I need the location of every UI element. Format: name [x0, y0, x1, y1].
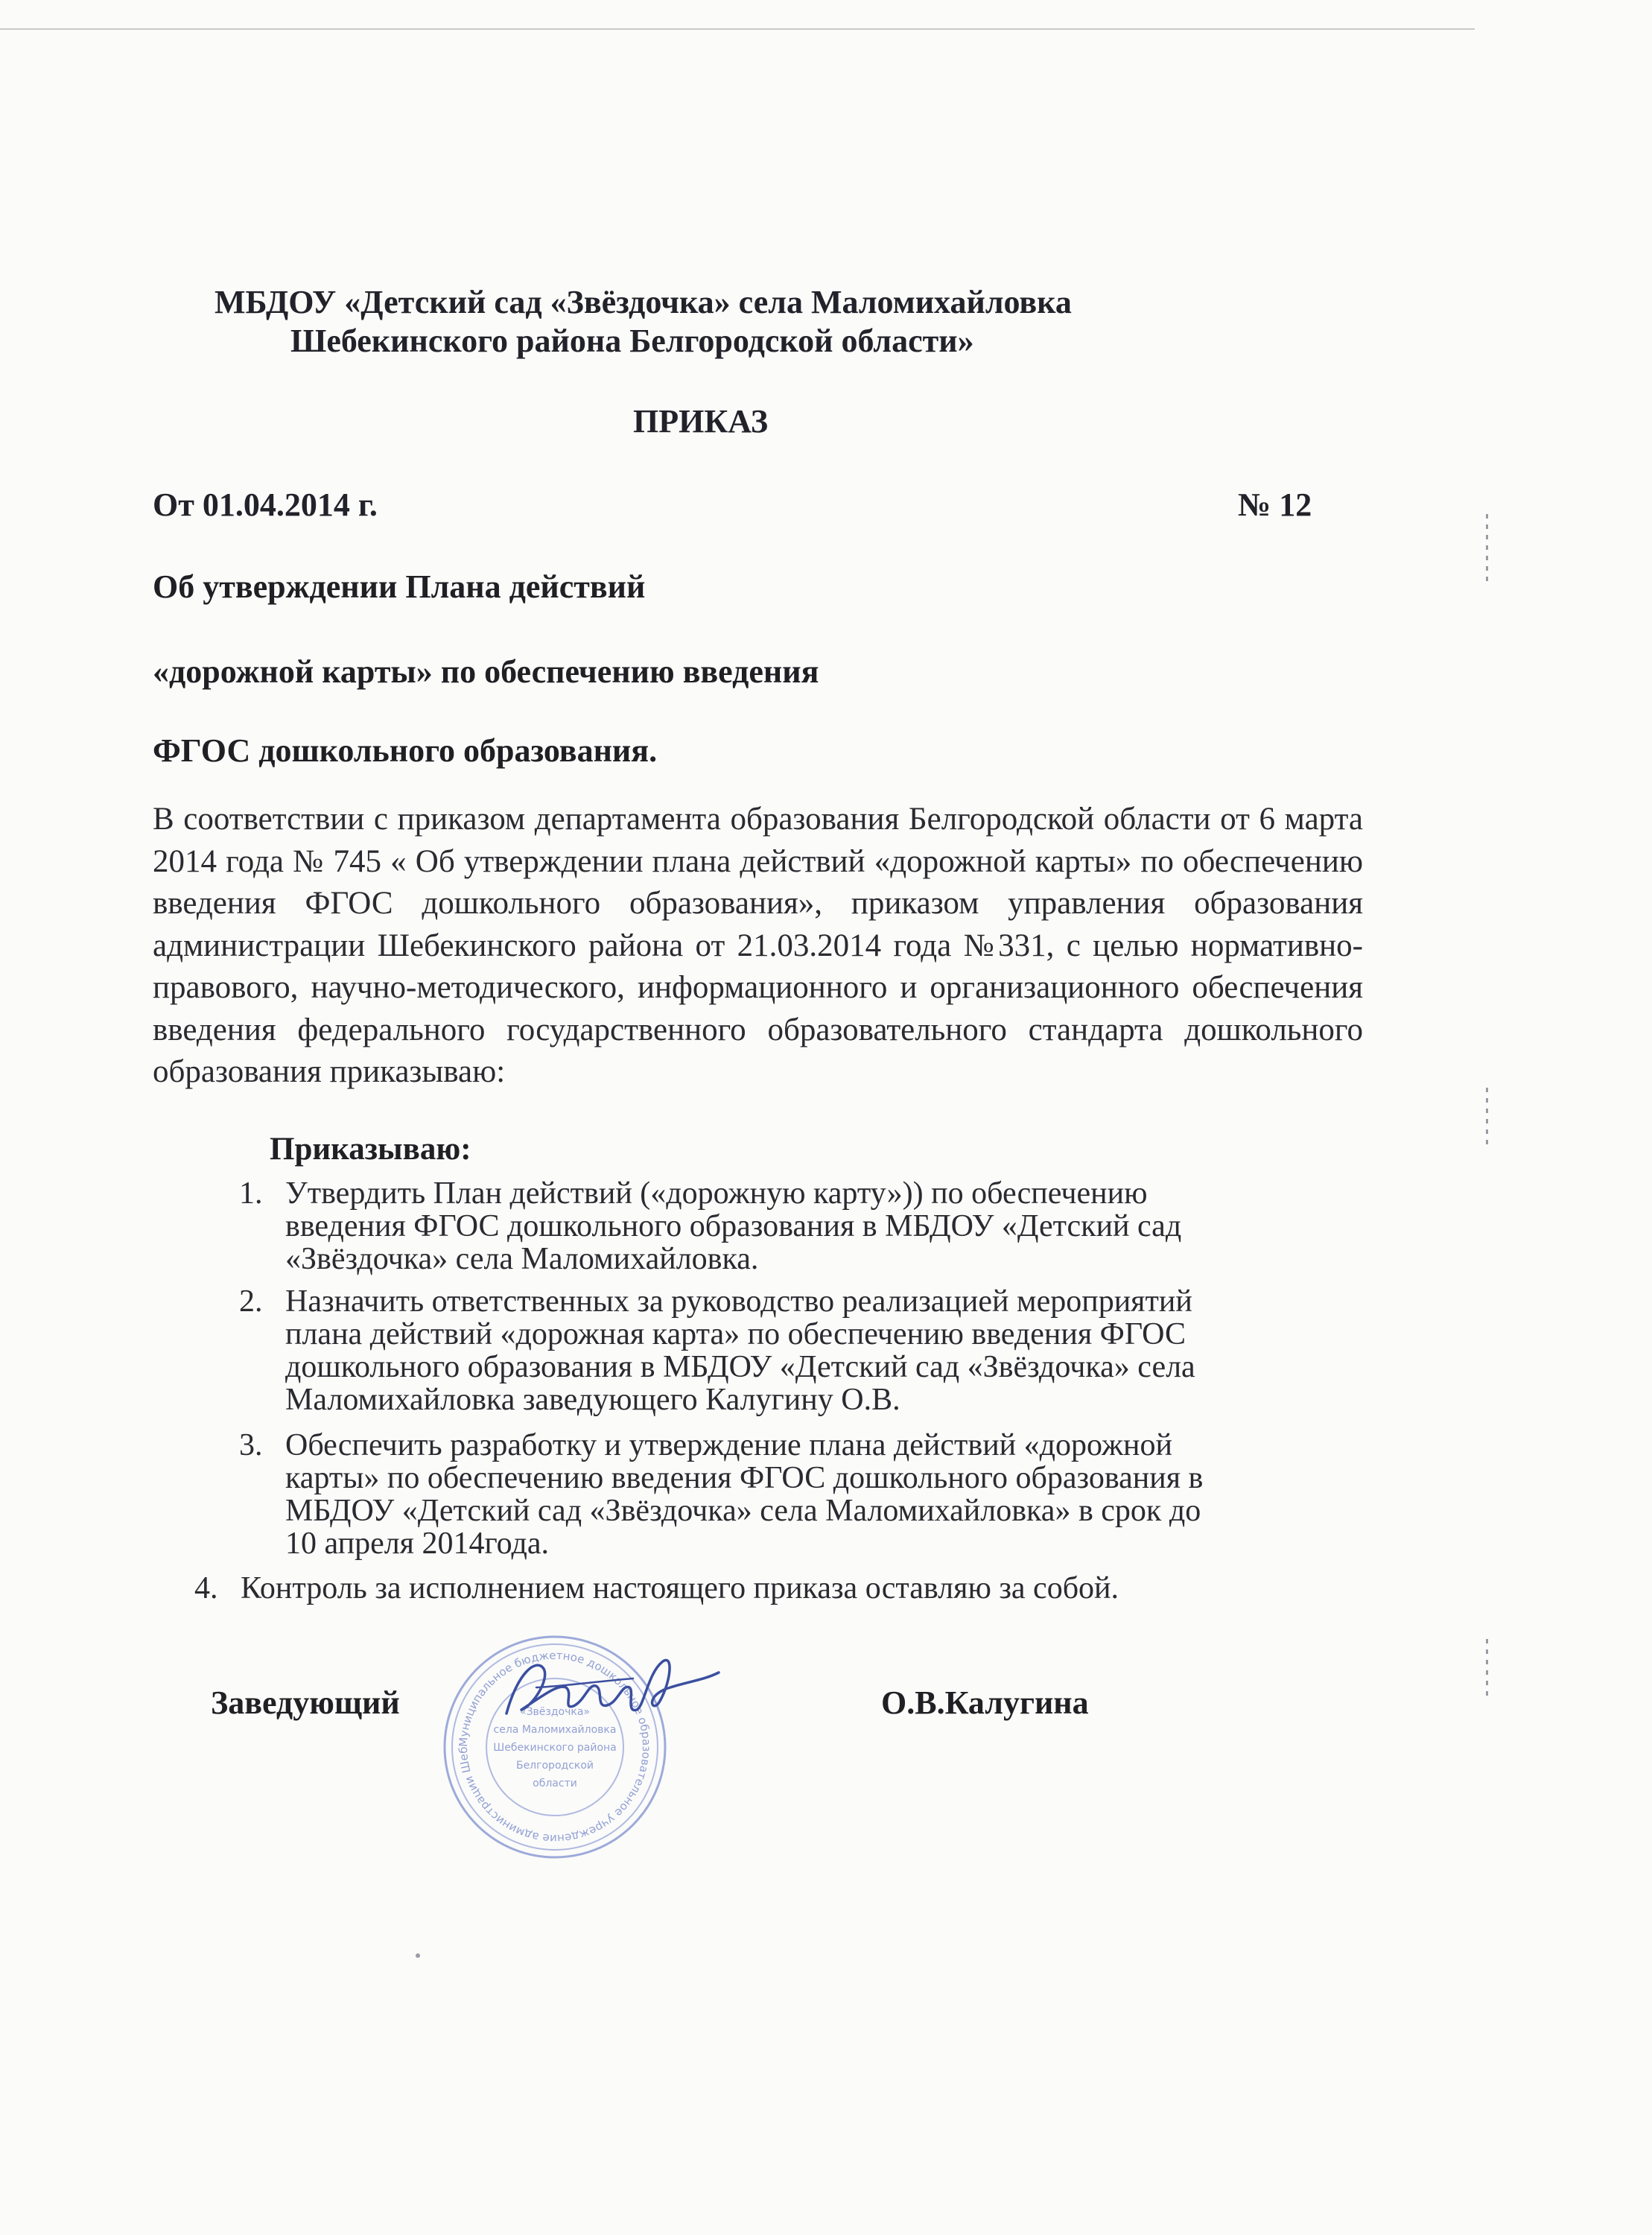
item-number: 3.	[239, 1428, 263, 1462]
item-line: МБДОУ «Детский сад «Звёздочка» села Маломихайловка» в срок до	[285, 1494, 1201, 1528]
scan-speck	[416, 1953, 420, 1958]
item-line: «Звёздочка» села Маломихайловка.	[285, 1242, 759, 1276]
scan-edge-mark	[1486, 514, 1488, 581]
order-item-4	[194, 1571, 1119, 1605]
handwritten-signature	[492, 1643, 730, 1740]
item-line: дошкольного образования в МБДОУ «Детский сад «Звёздочка» села	[285, 1350, 1195, 1384]
item-line: Назначить ответственных за руководство реализацией мероприятий	[285, 1284, 1192, 1319]
item-number: 4.	[194, 1571, 218, 1605]
svg-text:Муниципальное бюджетное дошкол: Муниципальное бюджетное дошкольное образовательное учреждение администрации Шеб	[456, 1648, 654, 1846]
item-line: карты» по обеспечению введения ФГОС дошкольного образования в	[285, 1461, 1204, 1495]
order-word: Приказываю:	[270, 1132, 471, 1167]
subject-line3: ФГОС дошкольного образования.	[153, 732, 658, 769]
document-date: От 01.04.2014 г.	[153, 486, 378, 523]
order-item-2	[239, 1284, 1195, 1417]
org-name-line1: МБДОУ «Детский сад «Звёздочка» села Маломихайловка	[215, 284, 1072, 320]
preamble-paragraph: В соответствии с приказом департамента образования Белгородской области от 6 марта 2014 года № 745 « Об утверждении плана действий «дорожной карты» по обеспечению введения ФГОС дошкольного образования», приказом управления образования администрации Шебекинского района от 21.03.2014 года №331, с целью нормативно-правового, научно-методического, информационного и организационного обеспечения введения федерального государственного образовательного стандарта дошкольного образования приказываю:	[153, 802, 1363, 1089]
item-number: 2.	[239, 1284, 263, 1319]
item-line: Утвердить План действий («дорожную карту»)) по обеспечению	[285, 1176, 1148, 1211]
scan-top-edge	[0, 28, 1475, 30]
svg-text:села Маломихайловка: села Маломихайловка	[493, 1724, 617, 1736]
subject-line1: Об утверждении Плана действий	[153, 568, 646, 605]
scan-edge-mark	[1486, 1088, 1488, 1147]
item-line: введения ФГОС дошкольного образования в МБДОУ «Детский сад	[285, 1209, 1182, 1243]
subject-line2: «дорожной карты» по обеспечению введения	[153, 653, 819, 690]
signature-position: Заведующий	[211, 1684, 400, 1721]
document-number: № 12	[1238, 486, 1312, 523]
order-item-3	[239, 1428, 1204, 1561]
org-name-line2: Шебекинского района Белгородской области»	[290, 323, 974, 359]
signature-name: О.В.Калугина	[881, 1684, 1089, 1721]
order-item-1	[239, 1176, 1182, 1276]
item-line: 10 апреля 2014года.	[285, 1527, 549, 1561]
item-number: 1.	[239, 1176, 263, 1211]
item-line: Маломихайловка заведующего Калугину О.В.	[285, 1383, 900, 1417]
item-line: Контроль за исполнением настоящего приказа оставляю за собой.	[241, 1571, 1119, 1605]
item-line: Обеспечить разработку и утверждение плана действий «дорожной	[285, 1428, 1172, 1462]
scan-edge-mark	[1486, 1639, 1488, 1699]
document-type: ПРИКАЗ	[633, 403, 769, 440]
svg-text:Белгородской: Белгородской	[515, 1760, 594, 1772]
svg-text:области: области	[533, 1778, 577, 1789]
item-line: плана действий «дорожная карта» по обеспечению введения ФГОС	[285, 1317, 1186, 1351]
svg-text:Шебекинского района: Шебекинского района	[493, 1742, 617, 1754]
svg-text:«Звёздочка»: «Звёздочка»	[520, 1706, 590, 1718]
